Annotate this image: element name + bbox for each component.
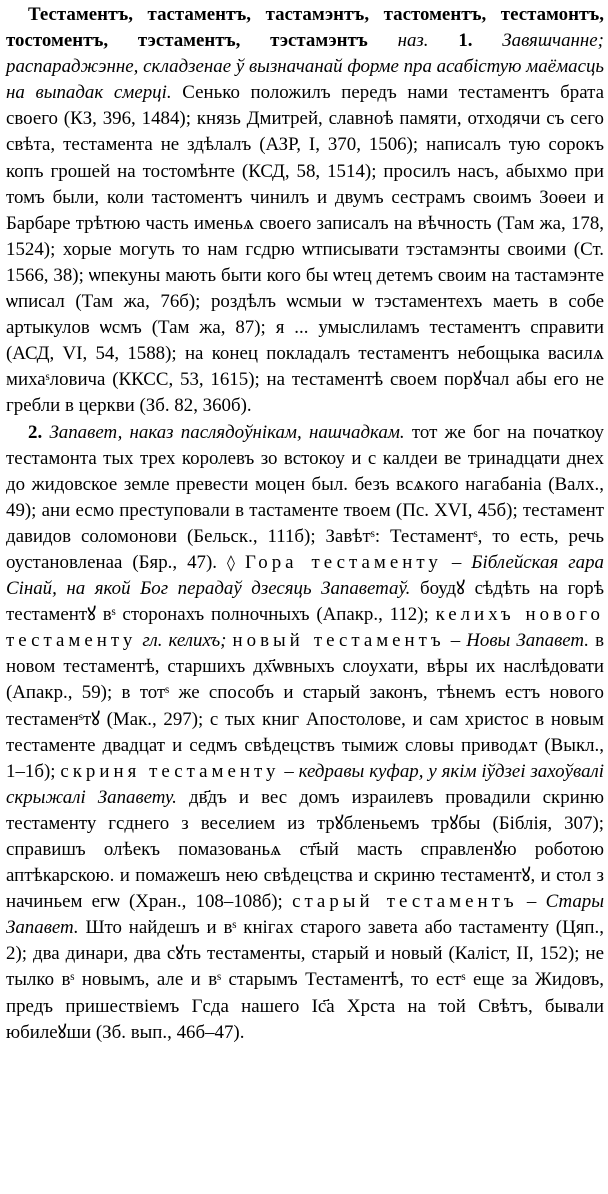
phrase-3-definition: – Новы Запавет. [450, 630, 590, 652]
phrase-5-quotations: Што найдешъ и вˢ кнігах старого завета або тастаменту (Цяп., 2); два динари, два сꙋть тестаменты, старый и новый (Каліст, II, 152); не тылко вˢ новымъ, але и вˢ старымъ Тестаментѣ, то естˢ еще за Жидовъ, предъ пришествіемъ Гсда нашего Іс҃а Хрста на той Свѣтъ, бывали юбилеꙋши (Зб. вып., 46б–47). [6, 917, 604, 1043]
phrase-4-definition: – кедравы куфар, у якім іўдзеі захоўвалі скрыжалі Запавету. [6, 760, 604, 808]
sense-2-quotations: тот же бог на початкоу тестамонта тых трех королевъ зо встокоу и с калдеи ве тринадцати днех до жидовское земле превести моцен был. безъ всѧкого нагабаніа (Валх., 49); ани есмо преступовали в тастаменте твоем (Пс. XVI, 45б); тестамент давидов соломонови (Бельск., 111б); Завѣтˢ: Тестаментˢ, то есть, речь оустановленаа (Бяр., 47). [6, 421, 604, 573]
headword: Тестаментъ, тастаментъ, тастамэнтъ, тастоментъ, тестамонтъ, тостоментъ, тэстаментъ, тэстамэнтъ [6, 4, 604, 52]
sense-1-number: 1. [458, 30, 473, 52]
sense-1-paragraph [6, 2, 604, 420]
phrase-1: Гора тестаменту [244, 551, 442, 573]
phrase-4-quotations: дв҃дъ и вес домъ израилевъ провадили скриню тестаменту гсднего з веселием из трꙋбленьемъ трꙋбы (Біблія, 307); справишъ олѣекъ помазованьѧ ст҃ый масть справленꙋю роботою аптѣкарскою. и помажешъ нею свѣдецства и скриню тестаментꙋ, и стол з начиньем егѡ (Хран., 108–108б); [6, 786, 604, 913]
sense-2-paragraph [6, 420, 604, 1046]
phrase-1-definition: – Біблейская гара Сінай, на якой Бог перадаў дзесяць Запаветаў. [6, 551, 604, 600]
sense-2-number: 2. [28, 421, 43, 443]
phrase-2-definition: гл. келихъ; [142, 630, 227, 652]
phrase-3-quotations: в новом тестаментѣ, старшихъ дх҃ѡвныхъ слоухати, вѣры их наслѣдовати (Апакр., 59); в тотˢ же способъ и старый законъ, тѣнемъ естъ нового тестаменˢтꙋ (Мак., 297); с тых книг Апостолове, и сам христос в новым тестаменте двадцат и седмъ свѣдецствъ тымиж словы приводѧт (Выкл., 1–1б); [6, 630, 604, 782]
phrase-3: новый тестаментъ [232, 630, 445, 652]
phrase-marker-icon: ◊ [227, 552, 235, 572]
phrase-1-quotations: боудꙋ сѣдѣть на горѣ тестаментꙋ вˢ сторонахъ полночныхъ (Апакр., 112); [6, 578, 604, 626]
sense-1-quotations: Сенько положилъ передъ нами тестаментъ брата своего (КЗ, 396, 1484); князь Дмитрей, славноѣ памяти, отходячи съ сего свѣта, тестамента не здѣлалъ (АЗР, I, 370, 1506); написалъ тую сорокъ копъ грошей на тостомѣнте (КСД, 58, 1514); просилъ насъ, абыхмо при томъ были, коли тастоментъ чинилъ и двумъ сестрамъ своимъ Зоѳеи и Барбаре трѣтюю часть именьѧ своего записалъ на вѣчность (Там жа, 178, 1524); хорые могуть то нам гсдрю ѡтписывати тэстамэнты своими (Ст. 1566, 38); ѡпекуны мають быти кого бы ѡтец детемъ своим на тастамэнте ѡписал (Там жа, 76б); роздѣлъ ѡсмыи ѡ тэстаментехъ маеть в собе артыкулов ѡсмъ (Там жа, 87); я ... умыслиламъ тестаментъ справити (АСД, VI, 54, 1588); на конец покладалъ тестаментъ небощыка василѧ михаˢловича (ККСС, 53, 1615); на тестаментѣ своем порꙋчал абы его не гребли в церкви (Зб. 82, 360б). [6, 82, 605, 417]
sense-1-definition: Завяшчанне; распараджэнне, складзенае ў вызначанай форме пра асабістую маёмасць на выпадак смерці. [6, 30, 604, 104]
sense-2-definition: Запавет, наказ паслядоўнікам, нашчадкам. [49, 421, 405, 443]
phrase-5-definition: – Стары Запавет. [6, 891, 604, 939]
phrase-2: келихъ нового тестаменту [6, 604, 605, 652]
phrase-4: скриня тестаменту [60, 760, 280, 782]
part-of-speech: наз. [397, 30, 429, 52]
phrase-5: старый тестаментъ [292, 891, 518, 913]
